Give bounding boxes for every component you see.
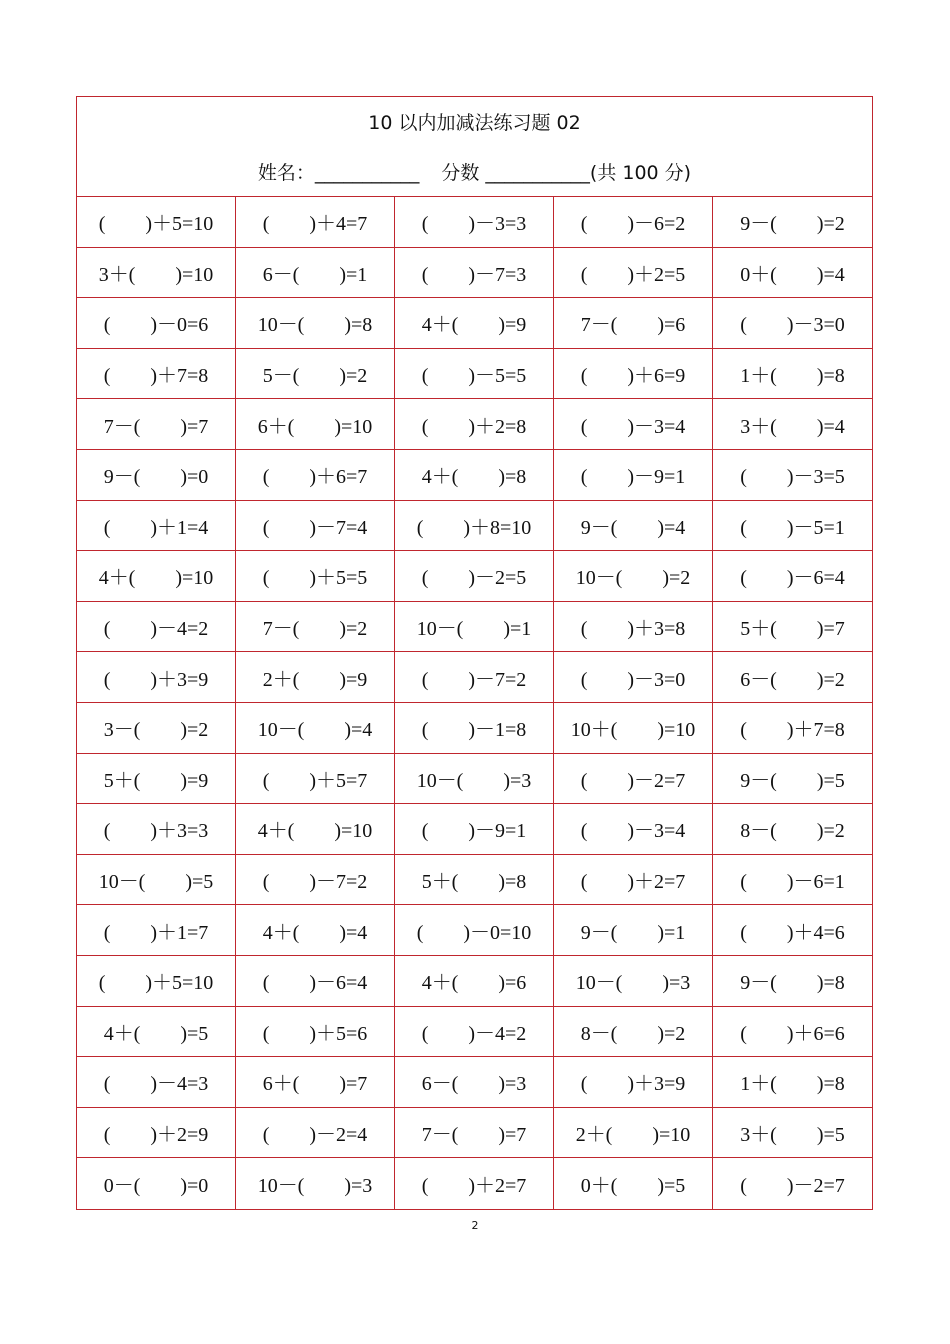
problem-cell[interactable]: 4＋( )=5 (77, 1007, 236, 1058)
problem-cell[interactable]: ( )－7=3 (395, 248, 554, 299)
problem-cell[interactable]: ( )＋2=7 (554, 855, 713, 906)
problem-cell[interactable]: 8－( )=2 (713, 804, 872, 855)
problem-cell[interactable]: 0＋( )=5 (554, 1158, 713, 1209)
problem-cell[interactable]: ( )＋7=8 (77, 349, 236, 400)
problem-cell[interactable]: 4＋( )=6 (395, 956, 554, 1007)
problem-cell[interactable]: ( )－2=5 (395, 551, 554, 602)
problem-cell[interactable]: 8－( )=2 (554, 1007, 713, 1058)
problem-cell[interactable]: 4＋( )=10 (236, 804, 395, 855)
problem-cell[interactable]: ( )＋3=3 (77, 804, 236, 855)
student-info-line (77, 158, 872, 185)
problem-cell[interactable]: 2＋( )=9 (236, 652, 395, 703)
problem-cell[interactable]: 0＋( )=4 (713, 248, 872, 299)
problem-cell[interactable]: ( )－5=1 (713, 501, 872, 552)
problem-cell[interactable]: 2＋( )=10 (554, 1108, 713, 1159)
problem-cell[interactable]: ( )＋6=6 (713, 1007, 872, 1058)
problem-cell[interactable]: 3－( )=2 (77, 703, 236, 754)
problem-cell[interactable]: ( )＋2=9 (77, 1108, 236, 1159)
problem-cell[interactable]: 3＋( )=10 (77, 248, 236, 299)
problem-cell[interactable]: 10－( )=3 (554, 956, 713, 1007)
problem-cell[interactable]: 3＋( )=4 (713, 399, 872, 450)
problem-cell[interactable]: 6＋( )=7 (236, 1057, 395, 1108)
problem-cell[interactable]: 10＋( )=10 (554, 703, 713, 754)
problem-cell[interactable]: ( )－3=3 (395, 197, 554, 248)
problem-cell[interactable]: 1＋( )=8 (713, 349, 872, 400)
problem-cell[interactable]: ( )－6=1 (713, 855, 872, 906)
name-field[interactable]: 姓名：___________ (257, 162, 420, 184)
problem-cell[interactable]: 9－( )=2 (713, 197, 872, 248)
score-field[interactable]: 分数 ___________(共 100 分) (441, 162, 692, 184)
problem-cell[interactable]: ( )－2=4 (236, 1108, 395, 1159)
problem-cell[interactable]: 10－( )=1 (395, 602, 554, 653)
problem-cell[interactable]: 4＋( )=10 (77, 551, 236, 602)
problem-cell[interactable]: 10－( )=8 (236, 298, 395, 349)
problem-cell[interactable]: ( )＋1=4 (77, 501, 236, 552)
problem-cell[interactable]: ( )－2=7 (740, 1175, 845, 1198)
problem-cell[interactable]: 6－( )=1 (236, 248, 395, 299)
problem-cell[interactable]: ( )－9=1 (554, 450, 713, 501)
problem-cell[interactable]: ( )－3=0 (713, 298, 872, 349)
problem-cell[interactable]: 10－( )=5 (77, 855, 236, 906)
problem-cell[interactable]: ( )＋2=8 (395, 399, 554, 450)
problem-cell[interactable]: ( )－2=7 (554, 754, 713, 805)
problem-cell[interactable]: ( )＋6=7 (236, 450, 395, 501)
problem-cell[interactable]: 9－( )=8 (713, 956, 872, 1007)
problem-cell[interactable]: ( )＋3=9 (77, 652, 236, 703)
problem-cell[interactable]: ( )－6=2 (554, 197, 713, 248)
problem-cell[interactable]: 3＋( )=5 (713, 1108, 872, 1159)
problem-cell[interactable]: ( )－0=10 (395, 905, 554, 956)
problem-cell[interactable]: 10－( )=3 (236, 1158, 395, 1209)
problem-cell[interactable]: 5＋( )=7 (713, 602, 872, 653)
problem-cell[interactable]: 1＋( )=8 (713, 1057, 872, 1108)
problem-cell[interactable]: 4＋( )=8 (395, 450, 554, 501)
problem-cell[interactable]: ( )－1=8 (395, 703, 554, 754)
problem-cell[interactable]: 9－( )=0 (77, 450, 236, 501)
problem-cell[interactable]: 4＋( )=9 (395, 298, 554, 349)
problem-cell[interactable]: 5－( )=2 (236, 349, 395, 400)
problem-cell[interactable]: ( )－7=4 (236, 501, 395, 552)
problem-cell[interactable]: ( )＋2=7 (395, 1158, 554, 1209)
problem-cell[interactable]: ( )－6=4 (236, 956, 395, 1007)
problem-cell[interactable]: ( )＋1=7 (77, 905, 236, 956)
problem-grid (77, 197, 872, 1209)
problem-cell[interactable]: ( )＋2=5 (554, 248, 713, 299)
problem-cell[interactable]: ( )＋7=8 (713, 703, 872, 754)
problem-cell[interactable]: ( )－4=2 (77, 602, 236, 653)
problem-cell[interactable]: 5＋( )=9 (77, 754, 236, 805)
problem-cell[interactable]: ( )＋5=5 (236, 551, 395, 602)
worksheet-title: 10 以内加减法练习题 02 (368, 112, 581, 134)
problem-cell[interactable]: ( )＋3=9 (554, 1057, 713, 1108)
problem-cell[interactable]: 6－( )=3 (395, 1057, 554, 1108)
problem-cell[interactable]: 4＋( )=4 (236, 905, 395, 956)
problem-cell[interactable]: ( )＋4=7 (236, 197, 395, 248)
problem-cell[interactable]: ( )－9=1 (395, 804, 554, 855)
problem-cell[interactable]: ( )－3=4 (554, 804, 713, 855)
problem-cell[interactable]: 9－( )=4 (554, 501, 713, 552)
problem-cell[interactable]: ( )－4=2 (395, 1007, 554, 1058)
problem-cell[interactable]: ( )＋4=6 (713, 905, 872, 956)
problem-cell[interactable]: ( )＋8=10 (395, 501, 554, 552)
problem-cell[interactable]: ( )－0=6 (77, 298, 236, 349)
problem-cell[interactable]: ( )－3=4 (554, 399, 713, 450)
problem-cell[interactable]: 10－( )=4 (236, 703, 395, 754)
problem-cell[interactable]: ( )－4=3 (77, 1057, 236, 1108)
problem-cell[interactable]: ( )－5=5 (395, 349, 554, 400)
problem-cell[interactable]: 0－( )=0 (77, 1158, 236, 1209)
problem-cell[interactable]: 7－( )=6 (554, 298, 713, 349)
problem-cell[interactable]: 6－( )=2 (713, 652, 872, 703)
problem-cell[interactable]: 10－( )=3 (395, 754, 554, 805)
problem-cell[interactable]: 7－( )=2 (236, 602, 395, 653)
problem-cell[interactable]: ( )－7=2 (236, 855, 395, 906)
worksheet (76, 96, 873, 1210)
problem-cell[interactable]: 10－( )=2 (554, 551, 713, 602)
problem-cell[interactable]: 7－( )=7 (77, 399, 236, 450)
worksheet-header (77, 97, 872, 197)
problem-cell[interactable]: ( )－3=5 (713, 450, 872, 501)
page-number: 2 (471, 1219, 479, 1232)
problem-cell[interactable]: 6＋( )=10 (236, 399, 395, 450)
problem-cell[interactable]: ( )－3=0 (554, 652, 713, 703)
problem-cell[interactable]: ( )＋3=8 (554, 602, 713, 653)
problem-cell[interactable]: 7－( )=7 (395, 1108, 554, 1159)
problem-cell[interactable]: 9－( )=1 (554, 905, 713, 956)
problem-cell[interactable]: ( )＋5=6 (236, 1007, 395, 1058)
problem-cell[interactable]: ( )＋6=9 (554, 349, 713, 400)
problem-cell[interactable]: ( )＋5=10 (77, 956, 236, 1007)
problem-cell[interactable]: ( )＋5=10 (77, 197, 236, 248)
problem-cell[interactable]: ( )－7=2 (395, 652, 554, 703)
problem-cell[interactable]: 9－( )=5 (713, 754, 872, 805)
problem-cell[interactable]: ( )－6=4 (713, 551, 872, 602)
problem-cell[interactable]: 5＋( )=8 (395, 855, 554, 906)
problem-cell[interactable]: ( )＋5=7 (236, 754, 395, 805)
